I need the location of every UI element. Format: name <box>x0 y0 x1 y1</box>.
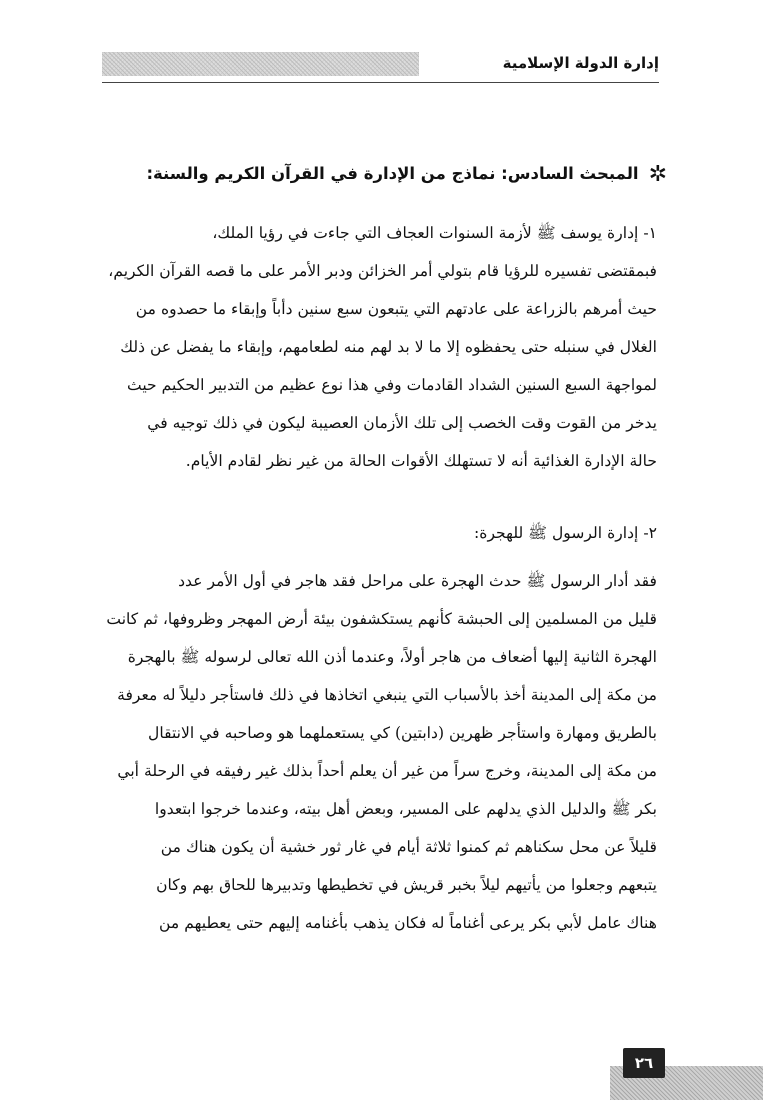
text-line: هناك عامل لأبي بكر يرعى أغناماً له فكان يذهب بأغنامه إليهم حتى يعطيهم من <box>159 914 657 932</box>
text-line: من مكة إلى المدينة أخذ بالأسباب التي ينبغي اتخاذها في ذلك فاستأجر دليلاً له معرفة <box>117 686 657 704</box>
text-line: من مكة إلى المدينة، وخرج سراً من غير أن يعلم أحداً بذلك غير رفيقه في الرحلة أبي <box>117 762 657 780</box>
text-line: لمواجهة السبع السنين الشداد القادمات وفي هذا نوع عظيم من التدبير الحكيم حيث <box>127 376 657 394</box>
running-header-title: إدارة الدولة الإسلامية <box>502 54 659 72</box>
text-line: قليل من المسلمين إلى الحبشة كأنهم يستكشفون بيئة أرض المهجر وظروفها، ثم كانت <box>106 610 657 628</box>
text-line: حيث أمرهم بالزراعة على عادتهم التي يتبعون سبع سنين دأباً وإبقاء ما حصدوه من <box>135 300 657 318</box>
paragraph-hijra <box>100 562 657 942</box>
section-heading-text: المبحث السادس: نماذج من الإدارة في القرآن الكريم والسنة: <box>146 164 639 183</box>
rosette-icon: ✲ <box>648 162 667 187</box>
text-line: يدخر من القوت وقت الخصب إلى تلك الأزمان العصيبة ليكون في ذلك توجيه في <box>147 414 657 432</box>
text-line: الهجرة الثانية إليها أضعاف من هاجر أولاً، وعندما أذن الله تعالى لرسوله ﷺ بالهجرة <box>127 648 657 666</box>
text-line: قليلاً عن محل سكناهم ثم كمنوا ثلاثة أيام في غار ثور خشية أن يكون هناك من <box>160 838 657 856</box>
text-line: حالة الإدارة الغذائية أنه لا تستهلك الأقوات الحالة من غير نظر لقادم الأيام. <box>185 452 657 470</box>
header-decorative-band <box>102 52 419 76</box>
text-line: يتبعهم وجعلوا من يأتيهم ليلاً بخبر قريش في تخطيطها وتدبيرها للحاق بهم وكان <box>156 876 657 894</box>
text-line: الغلال في سنبله حتى يحفظوه إلا ما لا بد لهم منه لطعامهم، وإبقاء ما يفضل عن ذلك <box>120 338 657 356</box>
paragraph-yusuf <box>100 214 657 480</box>
section-heading <box>95 162 667 187</box>
page-number: ٢٦ <box>623 1048 665 1078</box>
text-line: بكر ﷺ والدليل الذي يدلهم على المسير، وبعض أهل بيته، وعندما خرجوا ابتعدوا <box>154 800 657 818</box>
text-line: بالطريق ومهارة واستأجر ظهرين (دابتين) كي يستعملهما هو وصاحبه في الانتقال <box>147 724 657 742</box>
text-line: ١- إدارة يوسف ﷺ لأزمة السنوات العجاف التي جاءت في رؤيا الملك، <box>212 224 657 242</box>
text-line: فقد أدار الرسول ﷺ حدث الهجرة على مراحل فقد هاجر في أول الأمر عدد <box>178 572 657 590</box>
header-rule <box>102 82 659 83</box>
subheading-hijra <box>100 514 657 552</box>
text-line: فبمقتضى تفسيره للرؤيا قام بتولي أمر الخزائن ودبر الأمر على ما قصه القرآن الكريم، <box>108 262 657 280</box>
page-footer <box>0 1038 763 1100</box>
running-header <box>102 52 659 82</box>
subheading-text: ٢- إدارة الرسول ﷺ للهجرة: <box>474 524 657 542</box>
